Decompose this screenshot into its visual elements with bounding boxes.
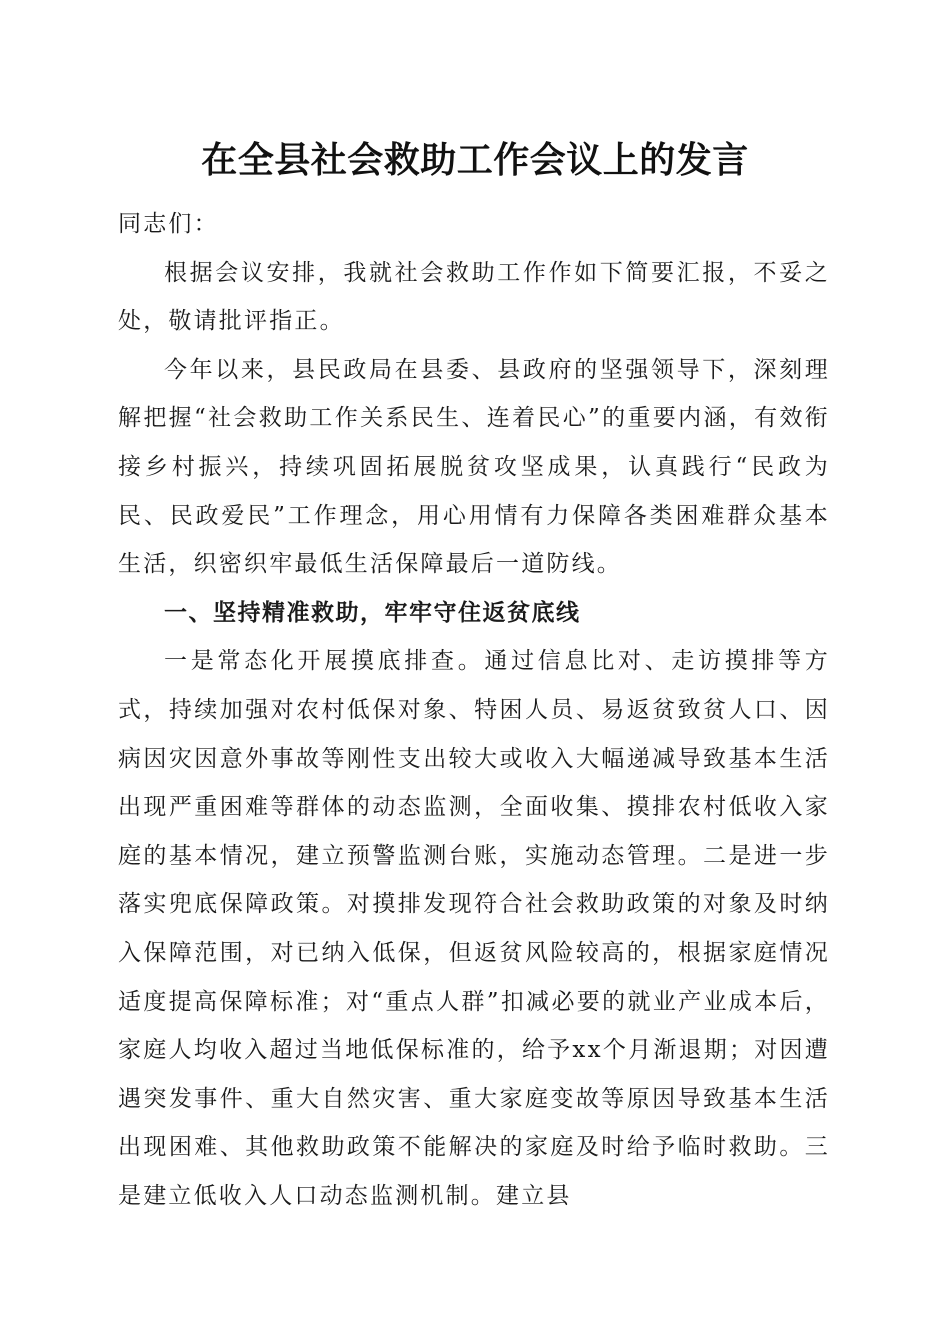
paragraph-overview: 今年以来，县民政局在县委、县政府的坚强领导下，深刻理解把握“社会救助工作关系民生、连着民心”的重要内涵，有效衔接乡村振兴，持续巩固拓展脱贫攻坚成果，认真践行“民政为民、民政爱民”工作理念，用心用情有力保障各类困难群众基本生活，织密织牢最低生活保障最后一道防线。 (118, 356, 830, 578)
paragraph-intro: 根据会议安排，我就社会救助工作作如下简要汇报，不妥之处，敬请批评指正。 (118, 259, 830, 335)
section-body-paragraph: 一是常态化开展摸底排查。通过信息比对、走访摸排等方式，持续加强对农村低保对象、特困人员、易返贫致贫人口、因病因灾因意外事故等刚性支出较大或收入大幅递减导致基本生活出现严重困难等群体的动态监测，全面收集、摸排农村低收入家庭的基本情况，建立预警监测台账，实施动态管理。二是进一步落实兜底保障政策。对摸排发现符合社会救助政策的对象及时纳入保障范围，对已纳入低保，但返贫风险较高的，根据家庭情况适度提高保障标准；对“重点人群”扣减必要的就业产业成本后，家庭人均收入超过当地低保标准的，给予xx个月渐退期；对因遭遇突发事件、重大自然灾害、重大家庭变故等原因导致基本生活出现困难、其他救助政策不能解决的家庭及时给予临时救助。三是建立低收入人口动态监测机制。建立县 (118, 648, 830, 1209)
section-heading: 一、坚持精准救助，牢牢守住返贫底线 (164, 599, 581, 626)
salutation: 同志们： (118, 211, 219, 237)
document-title: 在全县社会救助工作会议上的发言 (201, 139, 749, 181)
document-body (118, 200, 830, 1220)
